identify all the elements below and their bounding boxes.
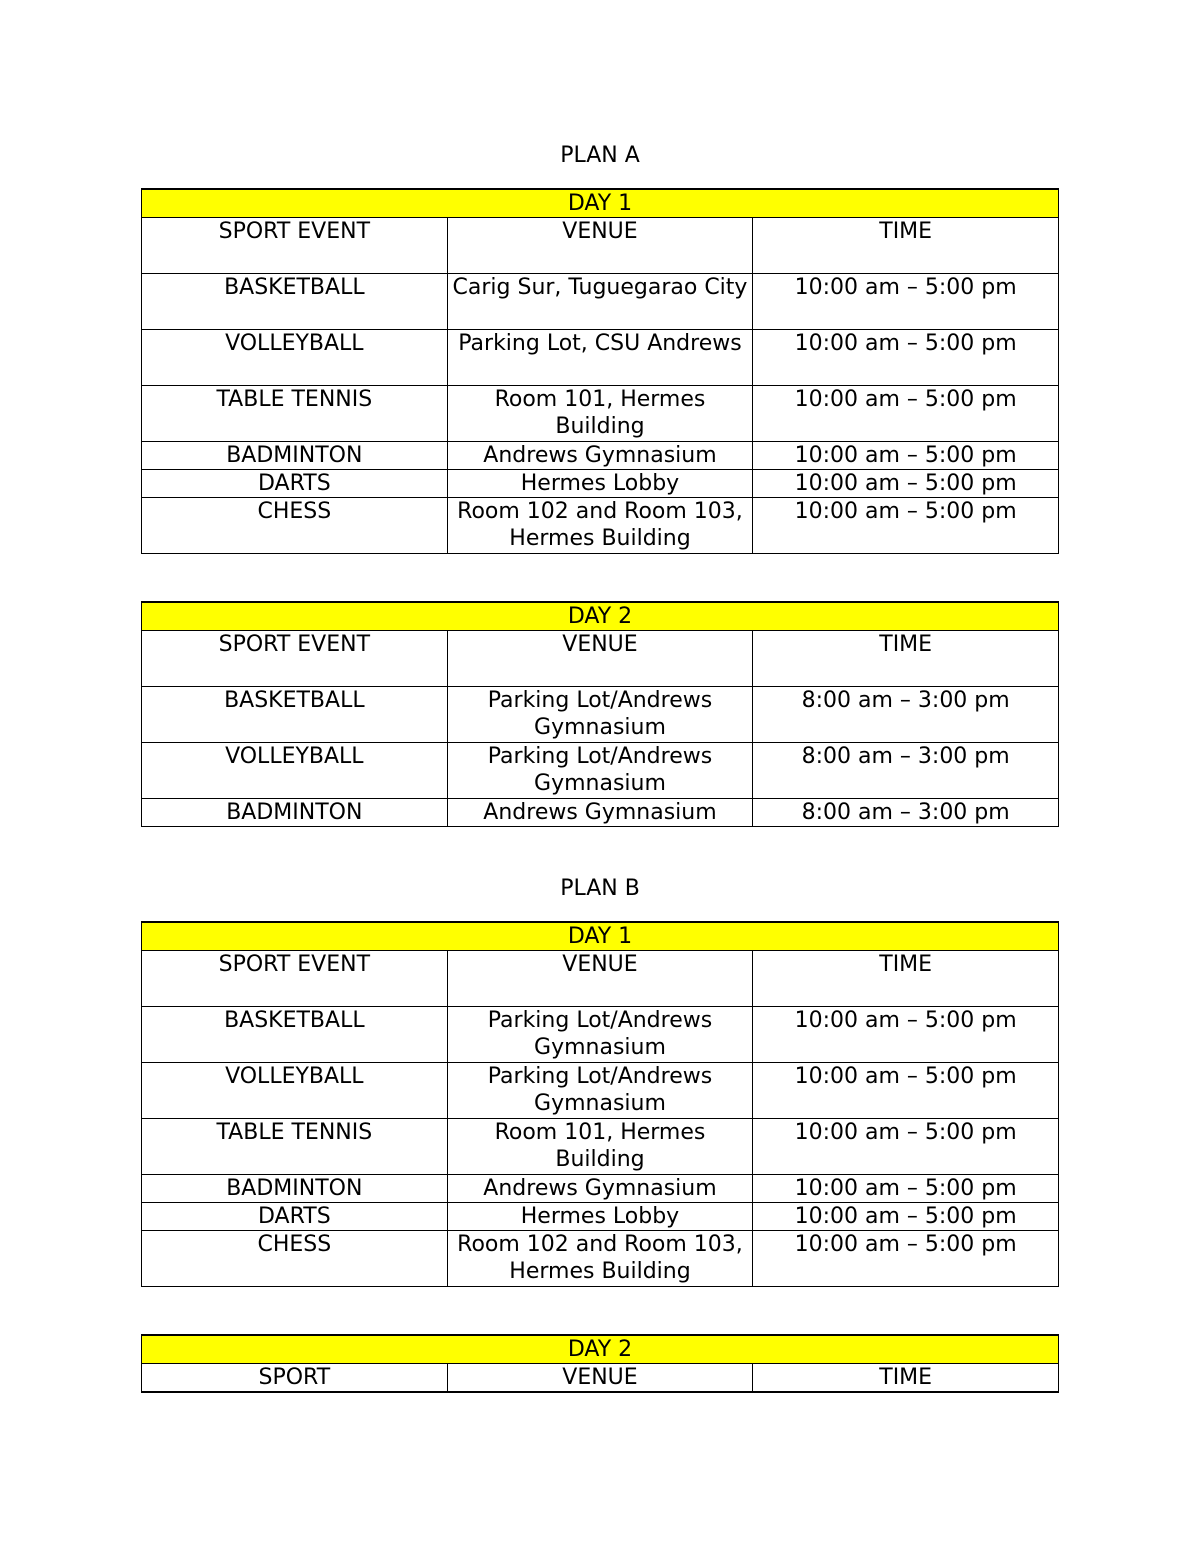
plan-b-title: PLAN B [560, 876, 640, 901]
table-row [142, 470, 1059, 498]
time-cell: 10:00 am – 5:00 pm [753, 498, 1059, 554]
sport-cell: CHESS [142, 1231, 448, 1287]
sport-cell: BASKETBALL [142, 274, 448, 330]
table-row [142, 743, 1059, 799]
sport-cell: DARTS [142, 470, 448, 498]
sport-cell: BADMINTON [142, 1175, 448, 1203]
time-cell: 10:00 am – 5:00 pm [753, 442, 1059, 470]
time-cell: 10:00 am – 5:00 pm [753, 470, 1059, 498]
sport-column-header: SPORT EVENT [142, 631, 448, 687]
sport-cell: VOLLEYBALL [142, 743, 448, 799]
time-column-header: TIME [753, 631, 1059, 687]
day-header: DAY 2 [142, 602, 1059, 631]
table-row [142, 498, 1059, 554]
sport-cell: VOLLEYBALL [142, 1063, 448, 1119]
venue-cell: Room 102 and Room 103, Hermes Building [447, 498, 753, 554]
day-header: DAY 2 [142, 1335, 1059, 1364]
time-cell: 10:00 am – 5:00 pm [753, 1175, 1059, 1203]
plan-b-day2-table [141, 1334, 1059, 1393]
venue-cell: Room 101, Hermes Building [447, 1119, 753, 1175]
table-row [142, 274, 1059, 330]
plan-b-day1-table [141, 921, 1059, 1287]
venue-cell: Parking Lot/Andrews Gymnasium [447, 1007, 753, 1063]
table-row [142, 1203, 1059, 1231]
venue-cell: Carig Sur, Tuguegarao City [447, 274, 753, 330]
venue-column-header: VENUE [447, 218, 753, 274]
sport-column-header: SPORT EVENT [142, 951, 448, 1007]
venue-cell: Andrews Gymnasium [447, 442, 753, 470]
time-column-header: TIME [753, 951, 1059, 1007]
table-row [142, 687, 1059, 743]
table-row [142, 442, 1059, 470]
venue-column-header: VENUE [447, 631, 753, 687]
venue-cell: Andrews Gymnasium [447, 1175, 753, 1203]
plan-a-day1-table [141, 188, 1059, 554]
venue-cell: Andrews Gymnasium [447, 799, 753, 827]
table-row [142, 1007, 1059, 1063]
sport-cell: BADMINTON [142, 442, 448, 470]
time-column-header: TIME [753, 218, 1059, 274]
time-cell: 10:00 am – 5:00 pm [753, 274, 1059, 330]
day-header: DAY 1 [142, 922, 1059, 951]
table-row [142, 1063, 1059, 1119]
venue-cell: Hermes Lobby [447, 1203, 753, 1231]
venue-cell: Parking Lot, CSU Andrews [447, 330, 753, 386]
table-row [142, 386, 1059, 442]
time-column-header: TIME [753, 1364, 1059, 1393]
venue-column-header: VENUE [447, 1364, 753, 1393]
venue-cell: Parking Lot/Andrews Gymnasium [447, 1063, 753, 1119]
sport-cell: VOLLEYBALL [142, 330, 448, 386]
sport-cell: BASKETBALL [142, 687, 448, 743]
sport-column-header: SPORT EVENT [142, 218, 448, 274]
sport-cell: CHESS [142, 498, 448, 554]
sport-cell: DARTS [142, 1203, 448, 1231]
sport-column-header: SPORT [142, 1364, 448, 1393]
time-cell: 10:00 am – 5:00 pm [753, 1119, 1059, 1175]
venue-cell: Hermes Lobby [447, 470, 753, 498]
time-cell: 10:00 am – 5:00 pm [753, 1231, 1059, 1287]
table-row [142, 1231, 1059, 1287]
time-cell: 10:00 am – 5:00 pm [753, 386, 1059, 442]
sport-cell: TABLE TENNIS [142, 1119, 448, 1175]
plan-a-title: PLAN A [560, 143, 640, 168]
time-cell: 10:00 am – 5:00 pm [753, 1007, 1059, 1063]
venue-cell: Parking Lot/Andrews Gymnasium [447, 687, 753, 743]
venue-cell: Parking Lot/Andrews Gymnasium [447, 743, 753, 799]
sport-cell: BASKETBALL [142, 1007, 448, 1063]
table-row [142, 1119, 1059, 1175]
time-cell: 10:00 am – 5:00 pm [753, 330, 1059, 386]
venue-cell: Room 102 and Room 103, Hermes Building [447, 1231, 753, 1287]
table-row [142, 1175, 1059, 1203]
venue-cell: Room 101, Hermes Building [447, 386, 753, 442]
sport-cell: BADMINTON [142, 799, 448, 827]
day-header: DAY 1 [142, 189, 1059, 218]
sport-cell: TABLE TENNIS [142, 386, 448, 442]
time-cell: 10:00 am – 5:00 pm [753, 1063, 1059, 1119]
time-cell: 10:00 am – 5:00 pm [753, 1203, 1059, 1231]
time-cell: 8:00 am – 3:00 pm [753, 743, 1059, 799]
table-row [142, 330, 1059, 386]
table-row [142, 799, 1059, 827]
time-cell: 8:00 am – 3:00 pm [753, 687, 1059, 743]
time-cell: 8:00 am – 3:00 pm [753, 799, 1059, 827]
venue-column-header: VENUE [447, 951, 753, 1007]
plan-a-day2-table [141, 601, 1059, 827]
